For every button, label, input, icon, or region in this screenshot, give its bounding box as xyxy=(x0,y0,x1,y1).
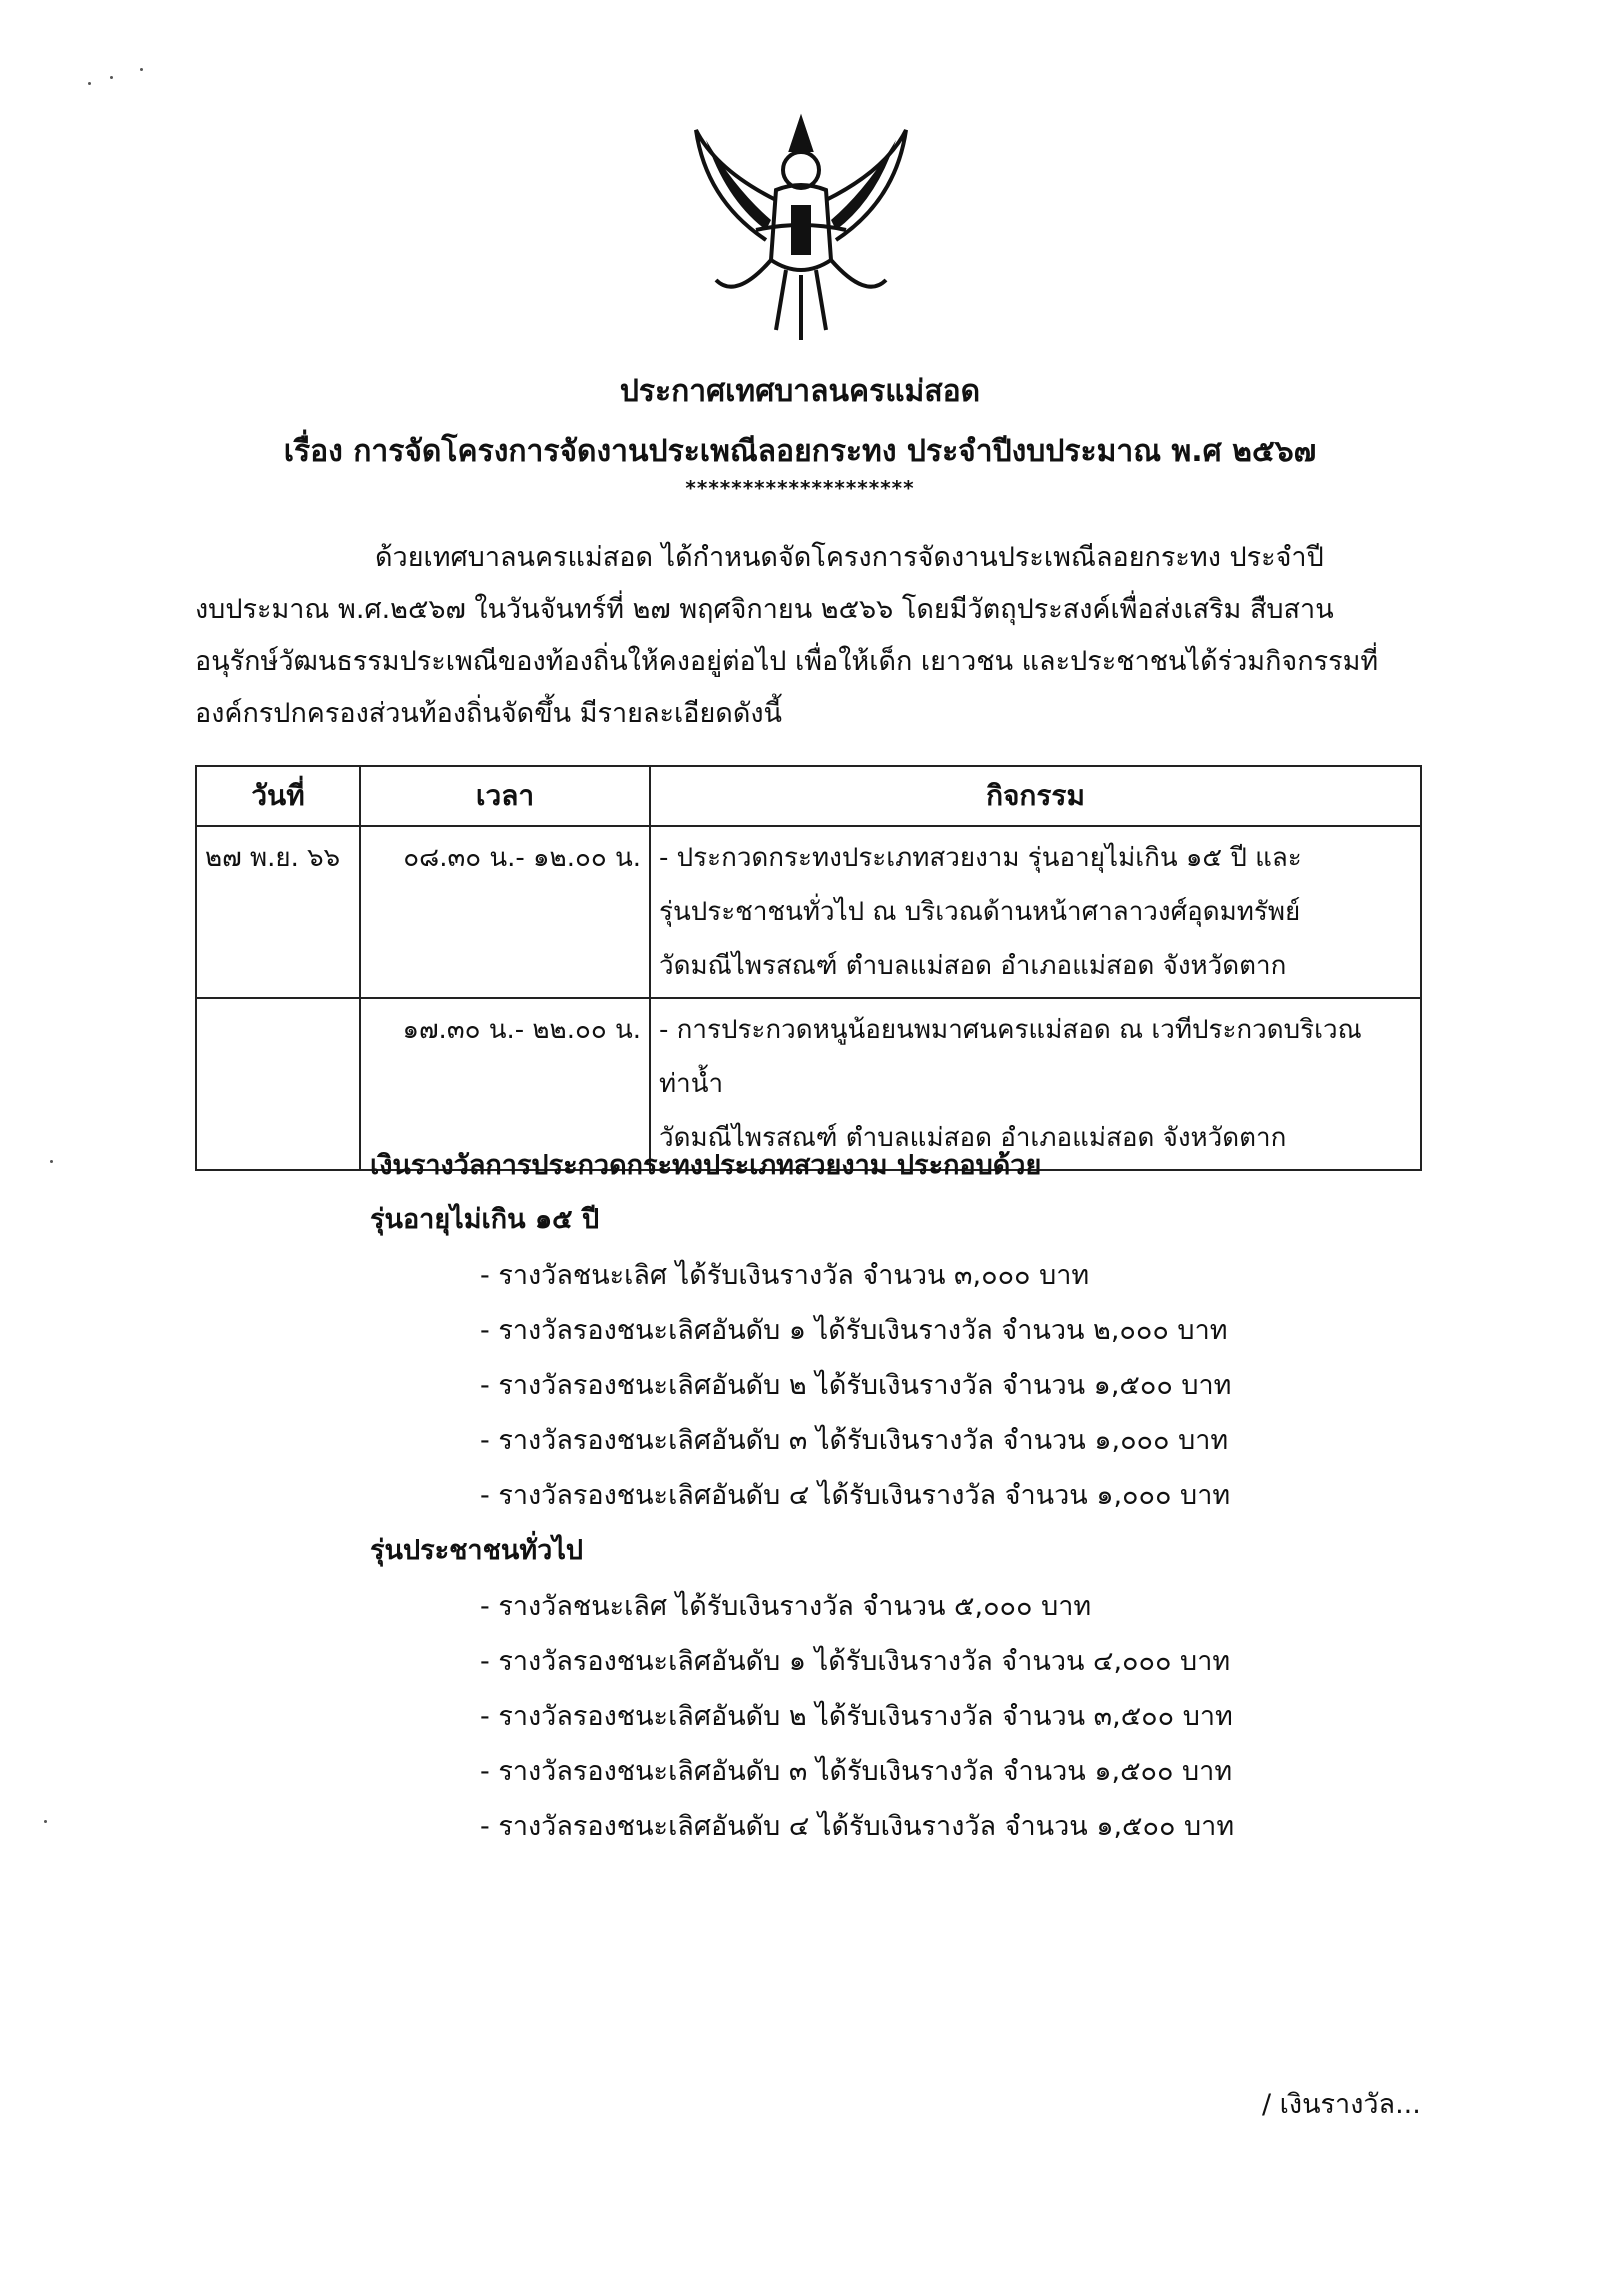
scan-speck xyxy=(88,82,91,85)
row-activity xyxy=(650,826,1421,998)
scan-speck xyxy=(140,68,143,71)
table-header-row xyxy=(196,766,1421,826)
garuda-emblem-icon xyxy=(676,110,926,350)
activity-line: - การประกวดหนูน้อยนพมาศนครแม่สอด ณ เวทีประกวดบริเวณท่าน้ำ xyxy=(659,1015,1362,1099)
row-date xyxy=(196,998,360,1170)
intro-line: อนุรักษ์วัฒนธรรมประเพณีของท้องถิ่นให้คงอยู่ต่อไป เพื่อให้เด็ก เยาวชน และประชาชนได้ร่วมกิจกรรมที่ xyxy=(195,646,1379,677)
award-item: - รางวัลรองชนะเลิศอันดับ ๒ ได้รับเงินรางวัล จำนวน ๓,๕๐๐ บาท xyxy=(480,1701,1233,1732)
award-item: - รางวัลรองชนะเลิศอันดับ ๑ ได้รับเงินรางวัล จำนวน ๔,๐๐๐ บาท xyxy=(480,1646,1231,1677)
table-row xyxy=(196,826,1421,998)
awards-section xyxy=(370,1140,1470,1854)
award-item: - รางวัลชนะเลิศ ได้รับเงินรางวัล จำนวน ๕,๐๐๐ บาท xyxy=(480,1591,1092,1622)
title-separator: ******************** xyxy=(685,476,915,500)
award-item: - รางวัลรองชนะเลิศอันดับ ๔ ได้รับเงินรางวัล จำนวน ๑,๐๐๐ บาท xyxy=(480,1480,1231,1511)
scan-speck xyxy=(50,1160,53,1163)
header-activity: กิจกรรม xyxy=(650,766,1421,826)
continuation-note: / เงินรางวัล... xyxy=(1262,2089,1421,2120)
row-date: ๒๗ พ.ย. ๖๖ xyxy=(196,826,360,998)
activity-line: วัดมณีไพรสณฑ์ ตำบลแม่สอด อำเภอแม่สอด จังหวัดตาก xyxy=(659,1123,1287,1153)
intro-line: งบประมาณ พ.ศ.๒๕๖๗ ในวันจันทร์ที่ ๒๗ พฤศจิกายน ๒๕๖๖ โดยมีวัตถุประสงค์เพื่อส่งเสริม สืบสาน xyxy=(195,594,1334,625)
intro-line: ด้วยเทศบาลนครแม่สอด ได้กำหนดจัดโครงการจัดงานประเพณีลอยกระทง ประจำปี xyxy=(375,542,1324,573)
header-date: วันที่ xyxy=(196,766,360,826)
intro-line: องค์กรปกครองส่วนท้องถิ่นจัดขึ้น มีรายละเอียดดังนี้ xyxy=(195,698,783,729)
youth-category-title: รุ่นอายุไม่เกิน ๑๕ ปี xyxy=(370,1204,600,1235)
row-time: ๐๘.๓๐ น.- ๑๒.๐๐ น. xyxy=(360,826,650,998)
row-time: ๑๗.๓๐ น.- ๒๒.๐๐ น. xyxy=(360,998,650,1170)
schedule-table xyxy=(195,765,1422,1171)
award-item: - รางวัลรองชนะเลิศอันดับ ๔ ได้รับเงินรางวัล จำนวน ๑,๕๐๐ บาท xyxy=(480,1811,1235,1842)
announcement-title: ประกาศเทศบาลนครแม่สอด xyxy=(619,374,981,409)
awards-heading: เงินรางวัลการประกวดกระทงประเภทสวยงาม ประกอบด้วย xyxy=(370,1150,1042,1181)
header-time: เวลา xyxy=(360,766,650,826)
award-item: - รางวัลชนะเลิศ ได้รับเงินรางวัล จำนวน ๓,๐๐๐ บาท xyxy=(480,1260,1090,1291)
scan-speck xyxy=(44,1820,47,1823)
award-item: - รางวัลรองชนะเลิศอันดับ ๒ ได้รับเงินรางวัล จำนวน ๑,๕๐๐ บาท xyxy=(480,1370,1232,1401)
activity-line: วัดมณีไพรสณฑ์ ตำบลแม่สอด อำเภอแม่สอด จังหวัดตาก xyxy=(659,951,1287,981)
announcement-subject: เรื่อง การจัดโครงการจัดงานประเพณีลอยกระทง ประจำปีงบประมาณ พ.ศ ๒๕๖๗ xyxy=(283,434,1317,469)
activity-line: - ประกวดกระทงประเภทสวยงาม รุ่นอายุไม่เกิน ๑๕ ปี และ xyxy=(659,843,1302,873)
scan-speck xyxy=(110,76,113,79)
award-item: - รางวัลรองชนะเลิศอันดับ ๑ ได้รับเงินรางวัล จำนวน ๒,๐๐๐ บาท xyxy=(480,1315,1228,1346)
general-category-title: รุ่นประชาชนทั่วไป xyxy=(370,1535,584,1566)
award-item: - รางวัลรองชนะเลิศอันดับ ๓ ได้รับเงินรางวัล จำนวน ๑,๐๐๐ บาท xyxy=(480,1425,1229,1456)
intro-paragraph xyxy=(195,532,1435,740)
award-item: - รางวัลรองชนะเลิศอันดับ ๓ ได้รับเงินรางวัล จำนวน ๑,๕๐๐ บาท xyxy=(480,1756,1233,1787)
activity-line: รุ่นประชาชนทั่วไป ณ บริเวณด้านหน้าศาลาวงศ์อุดมทรัพย์ xyxy=(659,897,1301,927)
